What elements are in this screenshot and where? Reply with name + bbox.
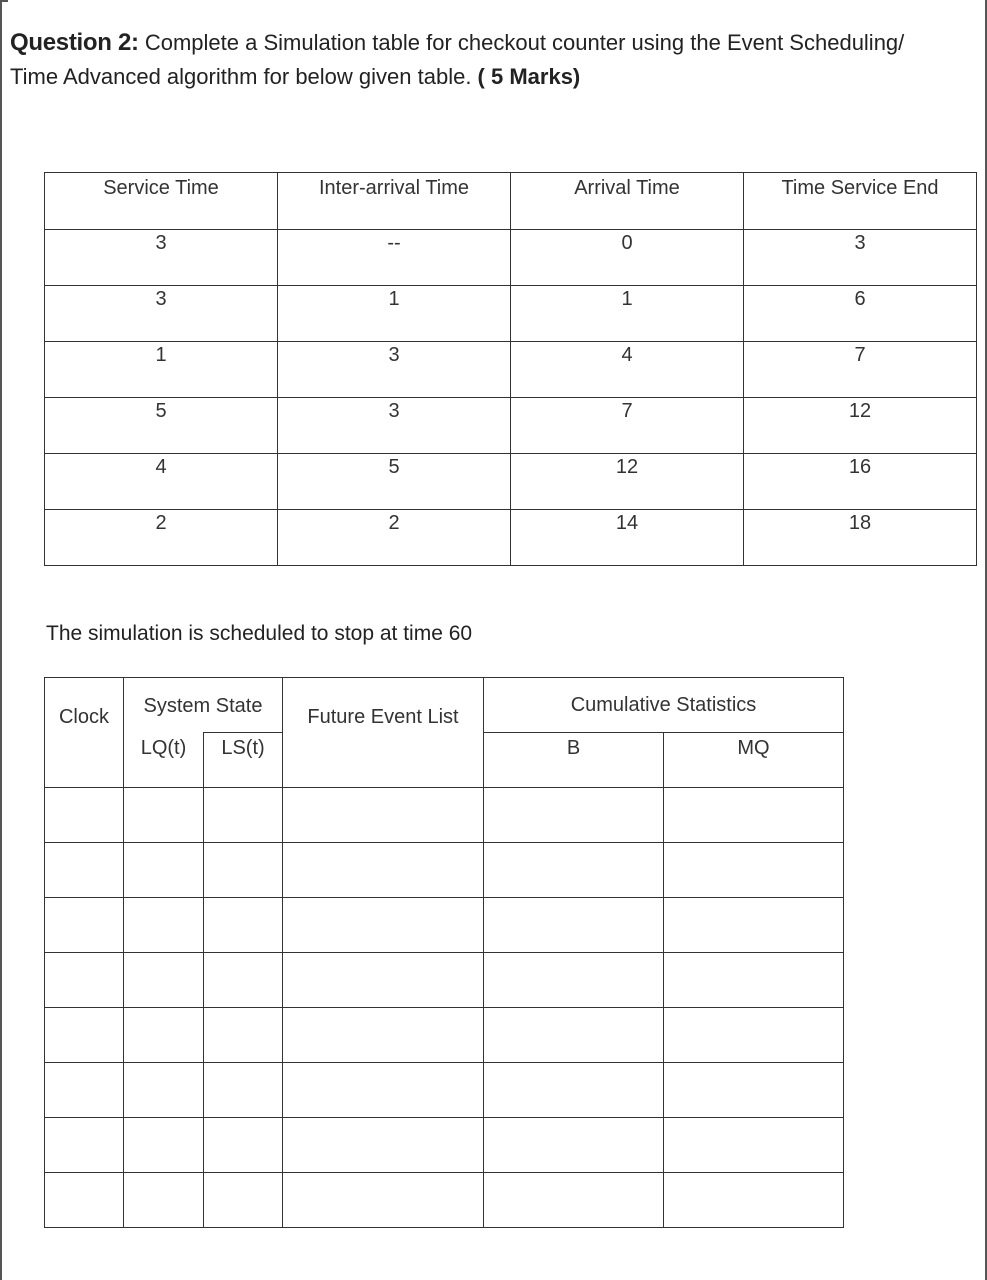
question-line-2: Time Advanced algorithm for below given table.	[10, 64, 478, 89]
table-row	[45, 898, 844, 953]
header-ls: LS(t)	[204, 733, 283, 788]
cell-inter-arrival-time: 2	[278, 510, 511, 566]
cell-ls[interactable]	[204, 1118, 283, 1173]
cell-time-service-end: 12	[744, 398, 977, 454]
cell-b[interactable]	[484, 788, 664, 843]
header-service-time: Service Time	[45, 173, 278, 230]
cell-clock[interactable]	[45, 1118, 124, 1173]
input-table-header-row	[45, 173, 977, 230]
cell-arrival-time: 7	[511, 398, 744, 454]
cell-mq[interactable]	[664, 1063, 844, 1118]
cell-ls[interactable]	[204, 1063, 283, 1118]
table-row	[45, 398, 977, 454]
cell-lq[interactable]	[124, 1063, 204, 1118]
cell-lq[interactable]	[124, 953, 204, 1008]
cell-inter-arrival-time: --	[278, 230, 511, 286]
cell-b[interactable]	[484, 1008, 664, 1063]
table-row	[45, 843, 844, 898]
cell-ls[interactable]	[204, 788, 283, 843]
cell-inter-arrival-time: 1	[278, 286, 511, 342]
cell-service-time: 4	[45, 454, 278, 510]
cell-inter-arrival-time: 5	[278, 454, 511, 510]
cell-lq[interactable]	[124, 898, 204, 953]
header-time-service-end: Time Service End	[744, 173, 977, 230]
cell-arrival-time: 12	[511, 454, 744, 510]
cell-mq[interactable]	[664, 953, 844, 1008]
cell-arrival-time: 1	[511, 286, 744, 342]
cell-service-time: 3	[45, 230, 278, 286]
header-mq: MQ	[664, 733, 844, 788]
header-arrival-time: Arrival Time	[511, 173, 744, 230]
question-line-1: Complete a Simulation table for checkout counter using the Event Scheduling/	[138, 30, 905, 55]
simulation-table	[44, 677, 844, 1228]
table-row	[45, 953, 844, 1008]
cell-b[interactable]	[484, 1118, 664, 1173]
cell-lq[interactable]	[124, 788, 204, 843]
cell-lq[interactable]	[124, 1118, 204, 1173]
header-clock: Clock	[45, 678, 124, 788]
cell-future-event-list[interactable]	[283, 1063, 484, 1118]
header-future-event-list: Future Event List	[283, 678, 484, 788]
cell-ls[interactable]	[204, 1173, 283, 1228]
cell-time-service-end: 18	[744, 510, 977, 566]
table-row	[45, 230, 977, 286]
cell-clock[interactable]	[45, 953, 124, 1008]
cell-future-event-list[interactable]	[283, 788, 484, 843]
table-row	[45, 1118, 844, 1173]
cell-mq[interactable]	[664, 843, 844, 898]
cell-inter-arrival-time: 3	[278, 342, 511, 398]
cell-time-service-end: 3	[744, 230, 977, 286]
simulation-header-row-1	[45, 678, 844, 733]
page-border-left	[0, 0, 2, 1280]
page-border-corner	[0, 0, 8, 2]
table-row	[45, 510, 977, 566]
cell-b[interactable]	[484, 843, 664, 898]
table-row	[45, 1063, 844, 1118]
cell-time-service-end: 16	[744, 454, 977, 510]
cell-arrival-time: 0	[511, 230, 744, 286]
cell-future-event-list[interactable]	[283, 1173, 484, 1228]
cell-lq[interactable]	[124, 1008, 204, 1063]
cell-service-time: 2	[45, 510, 278, 566]
header-b: B	[484, 733, 664, 788]
cell-ls[interactable]	[204, 1008, 283, 1063]
cell-clock[interactable]	[45, 843, 124, 898]
cell-ls[interactable]	[204, 953, 283, 1008]
cell-future-event-list[interactable]	[283, 843, 484, 898]
cell-clock[interactable]	[45, 788, 124, 843]
cell-clock[interactable]	[45, 1173, 124, 1228]
table-row	[45, 788, 844, 843]
question-marks: ( 5 Marks)	[477, 64, 581, 89]
cell-inter-arrival-time: 3	[278, 398, 511, 454]
header-lq: LQ(t)	[124, 733, 204, 788]
cell-future-event-list[interactable]	[283, 898, 484, 953]
cell-b[interactable]	[484, 953, 664, 1008]
cell-service-time: 5	[45, 398, 278, 454]
cell-arrival-time: 4	[511, 342, 744, 398]
header-system-state: System State	[124, 678, 283, 733]
question-label: Question 2:	[10, 29, 139, 56]
cell-lq[interactable]	[124, 1173, 204, 1228]
cell-mq[interactable]	[664, 1118, 844, 1173]
cell-time-service-end: 6	[744, 286, 977, 342]
table-row	[45, 286, 977, 342]
cell-future-event-list[interactable]	[283, 1008, 484, 1063]
cell-b[interactable]	[484, 1063, 664, 1118]
cell-ls[interactable]	[204, 898, 283, 953]
cell-mq[interactable]	[664, 788, 844, 843]
simulation-stop-note: The simulation is scheduled to stop at time 60	[46, 622, 473, 645]
cell-clock[interactable]	[45, 898, 124, 953]
question-text	[10, 26, 970, 94]
cell-arrival-time: 14	[511, 510, 744, 566]
cell-lq[interactable]	[124, 843, 204, 898]
header-cumulative-statistics: Cumulative Statistics	[484, 678, 844, 733]
cell-service-time: 1	[45, 342, 278, 398]
cell-mq[interactable]	[664, 1008, 844, 1063]
cell-ls[interactable]	[204, 843, 283, 898]
cell-mq[interactable]	[664, 898, 844, 953]
cell-b[interactable]	[484, 1173, 664, 1228]
cell-service-time: 3	[45, 286, 278, 342]
cell-time-service-end: 7	[744, 342, 977, 398]
table-row	[45, 342, 977, 398]
cell-clock[interactable]	[45, 1063, 124, 1118]
cell-future-event-list[interactable]	[283, 953, 484, 1008]
cell-b[interactable]	[484, 898, 664, 953]
cell-future-event-list[interactable]	[283, 1118, 484, 1173]
cell-clock[interactable]	[45, 1008, 124, 1063]
header-inter-arrival-time: Inter-arrival Time	[278, 173, 511, 230]
table-row	[45, 1173, 844, 1228]
cell-mq[interactable]	[664, 1173, 844, 1228]
table-row	[45, 454, 977, 510]
table-row	[45, 1008, 844, 1063]
input-data-table	[44, 172, 977, 566]
